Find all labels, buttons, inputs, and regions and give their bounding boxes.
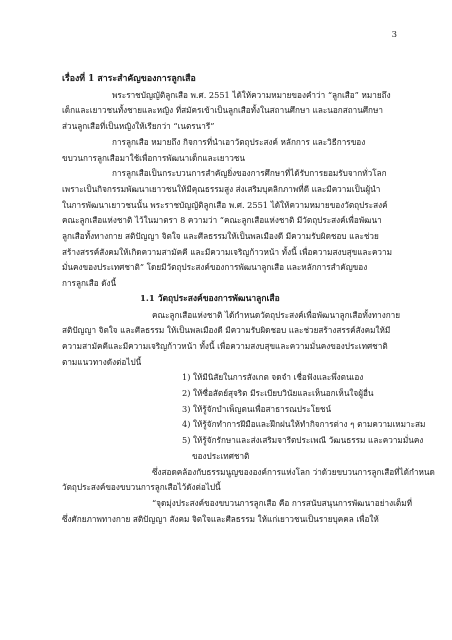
- paragraph-line: พระราชบัญญัติลูกเสือ พ.ศ. 2551 ได้ให้ความหมายของคำว่า “ลูกเสือ” หมายถึง: [112, 89, 391, 100]
- paragraph-line: ขบวนการลูกเสือมาใช้เพื่อการพัฒนาเด็กและเยาวชน: [62, 152, 245, 163]
- page-content: [62, 72, 435, 527]
- list-item: 4) ให้รู้จักทำการฝีมือและฝึกฝนให้ทำกิจการต่าง ๆ ตามความเหมาะสม: [182, 419, 426, 430]
- paragraph-line: ลูกเสือทั้งทางกาย สติปัญญา จิตใจ และศีลธรรมให้เป็นพลเมืองดี มีความรับผิดชอบ และช่วย: [62, 231, 379, 242]
- section-title: 1.1 วัตถุประสงค์ของการพัฒนาลูกเสือ: [140, 293, 280, 304]
- page-number: 3: [391, 30, 397, 40]
- paragraph-line: สติปัญญา จิตใจ และศีลธรรม ให้เป็นพลเมืองดี มีความรับผิดชอบ และช่วยสร้างสรรค์สังคมให้มี: [62, 325, 391, 336]
- paragraph-line: คณะลูกเสือแห่งชาติ ได้กำหนดวัตถุประสงค์เพื่อพัฒนาลูกเสือทั้งทางกาย: [152, 309, 401, 320]
- list-item: 1) ให้มีนิสัยในการสังเกต จดจำ เชื่อฟังและพึ่งตนเอง: [182, 372, 364, 383]
- paragraph-line: คณะลูกเสือแห่งชาติ ไว้ในมาตรา 8 ความว่า “คณะลูกเสือแห่งชาติ มีวัตถุประสงค์เพื่อพัฒนา: [62, 215, 382, 226]
- paragraph-line: วัตถุประสงค์ของขบวนการลูกเสือไว้ดังต่อไปนี้: [62, 482, 221, 493]
- paragraph-line: ในการพัฒนาเยาวชนนั้น พระราชบัญญัติลูกเสือ พ.ศ. 2551 ได้ให้ความหมายของวัตถุประสงค์: [62, 199, 388, 210]
- list-item: 5) ให้รู้จักรักษาและส่งเสริมจารีตประเพณี วัฒนธรรม และความมั่นคง: [182, 435, 424, 446]
- paragraph-line: เด็กและเยาวชนทั้งชายและหญิง ที่สมัครเข้าเป็นลูกเสือทั้งในสถานศึกษา และนอกสถานศึกษา: [62, 105, 384, 116]
- paragraph-line: “จุดมุ่งประสงค์ของขบวนการลูกเสือ คือ การสนับสนุนการพัฒนาอย่างเต็มที่: [152, 497, 412, 508]
- list-item: 2) ให้ซื่อสัตย์สุจริต มีระเบียบวินัยและเห็นอกเห็นใจผู้อื่น: [182, 388, 374, 399]
- paragraph-line: การลูกเสือเป็นกระบวนการสำคัญยิ่งของการศึกษาที่ได้รับการยอมรับจากทั่วโลก: [112, 168, 387, 179]
- paragraph-line: การลูกเสือ หมายถึง กิจการที่นำเอาวัตถุประสงค์ หลักการ และวิธีการของ: [112, 136, 366, 147]
- paragraph-line: ความสามัคคีและมีความเจริญก้าวหน้า ทั้งนี้ เพื่อความสงบสุขและความมั่นคงของประเทศชาติ: [62, 340, 388, 351]
- paragraph-line: สร้างสรรค์สังคมให้เกิดความสามัคคี และมีความเจริญก้าวหน้า ทั้งนี้ เพื่อความสงบสุขและความ: [62, 246, 393, 257]
- chapter-title: เรื่องที่ 1 สาระสำคัญของการลูกเสือ: [62, 74, 196, 84]
- paragraph-line: ตามแนวทางดังต่อไปนี้: [62, 356, 142, 367]
- list-item-continuation: ของประเทศชาติ: [192, 450, 250, 461]
- paragraph-line: มั่นคงของประเทศชาติ” โดยมีวัตถุประสงค์ของการพัฒนาลูกเสือ และหลักการสำคัญของ: [62, 262, 368, 273]
- paragraph-line: ซึ่งสอดคล้องกับธรรมนูญขององค์การแห่งโลก ว่าด้วยขบวนการลูกเสือที่ได้กำหนด: [152, 466, 435, 477]
- paragraph-line: ซึ่งศักยภาพทางกาย สติปัญญา สังคม จิตใจและศีลธรรม ให้แก่เยาวชนเป็นรายบุคคล เพื่อให้: [62, 513, 379, 524]
- paragraph-line: ส่วนลูกเสือที่เป็นหญิงให้เรียกว่า “เนตรนารี”: [62, 121, 215, 132]
- paragraph-line: การลูกเสือ ดังนี้: [62, 278, 117, 289]
- paragraph-line: เพราะเป็นกิจกรรมพัฒนาเยาวชนให้มีคุณธรรมสูง ส่งเสริมบุคลิกภาพที่ดี และมีความเป็นผู้นำ: [62, 183, 381, 194]
- list-item: 3) ให้รู้จักบำเพ็ญตนเพื่อสาธารณประโยชน์: [182, 403, 332, 414]
